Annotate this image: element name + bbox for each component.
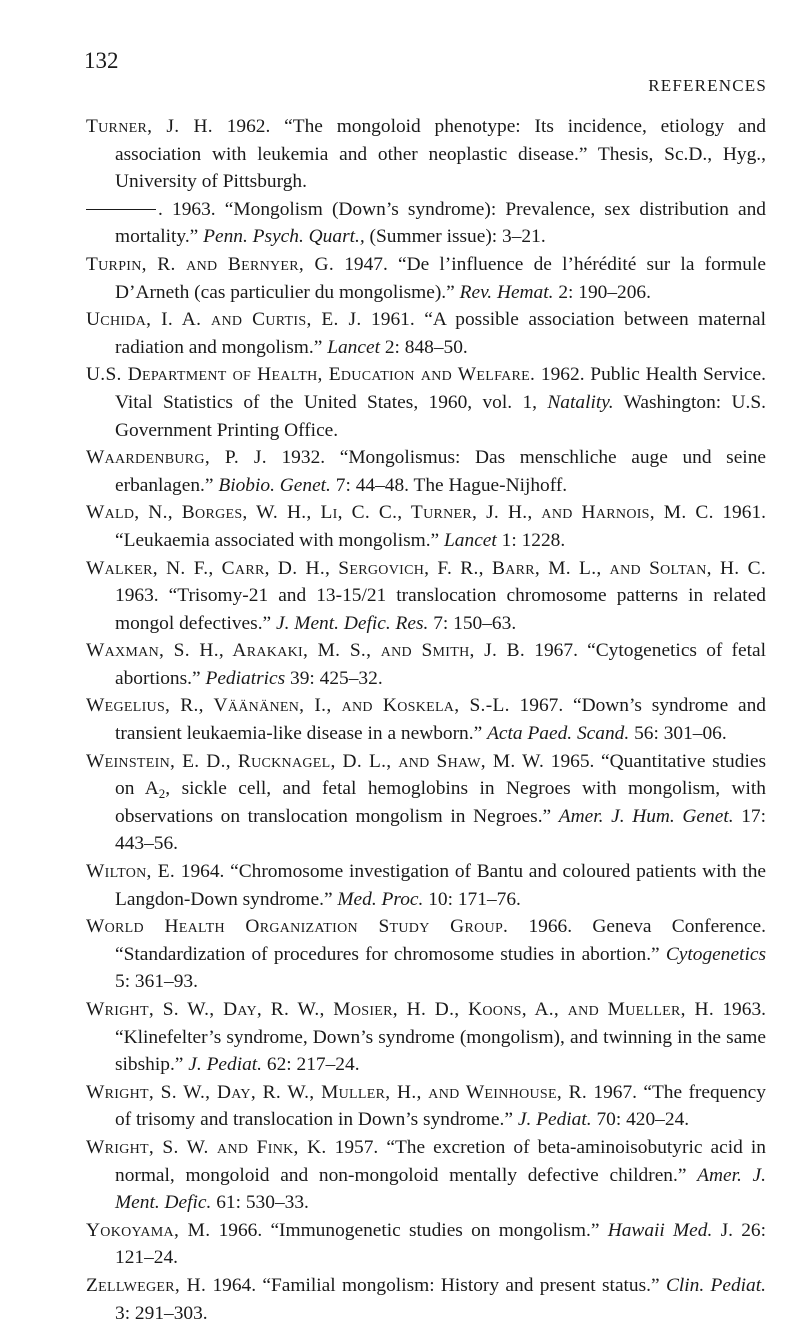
reference-text: 1967. “The frequency of trisomy and translocation in Down’s syndrome.” xyxy=(115,1081,766,1131)
reference-text: 2: 190–206. xyxy=(553,281,651,303)
reference-journal: Amer. J. Ment. Defic. xyxy=(115,1164,767,1214)
reference-text: 62: 217–24. xyxy=(262,1054,360,1076)
reference-journal: Pediatrics xyxy=(205,667,286,689)
reference-authors: Wright, S. W., Day, R. W., Mosier, H. D., Koons, A., and Mueller, H. xyxy=(86,999,714,1020)
reference-authors: Wilton, E. xyxy=(86,861,176,883)
reference-authors: Waardenburg, P. J. xyxy=(86,447,267,469)
reference-text: 1966. “Immunogenetic studies on mongolism.” xyxy=(210,1219,608,1241)
reference-entry xyxy=(86,499,766,554)
reference-text: 70: 420–24. xyxy=(591,1109,690,1131)
reference-entry xyxy=(86,858,766,913)
reference-text: 1963. “Klinefelter’s syndrome, Down’s syndrome (mongolism), and twinning in the same sibship.” xyxy=(115,999,766,1076)
reference-entry xyxy=(86,306,766,361)
reference-authors: Yokoyama, M. xyxy=(86,1219,211,1241)
reference-text: . 1963. “Mongolism (Down’s syndrome): Prevalence, sex distribution and mortality.” xyxy=(115,198,766,248)
reference-text: 61: 530–33. xyxy=(211,1192,309,1214)
reference-journal: Rev. Hemat. xyxy=(459,281,554,303)
reference-text: , sickle cell, and fetal hemoglobins in Negroes with mongolism, with observations on translocation mongolism in Negroes.” xyxy=(115,778,766,827)
reference-authors: World Health Organization Study Group. xyxy=(86,916,509,938)
reference-journal: Biobio. Genet. xyxy=(218,474,331,496)
reference-authors: Waxman, S. H., Arakaki, M. S., and Smith, J. B. xyxy=(86,640,526,662)
reference-text: 1965. “Quantitative studies on A xyxy=(115,750,766,800)
reference-text: 1932. “Mongolismus: Das menschliche auge und seine erbanlagen.” xyxy=(115,447,766,496)
reference-authors: Wright, S. W. and Fink, K. xyxy=(86,1136,327,1158)
reference-journal: Acta Paed. Scand. xyxy=(487,723,630,745)
reference-entry xyxy=(86,692,766,747)
reference-text: 1967. “Cytogenetics of fetal abortions.” xyxy=(115,640,766,689)
reference-authors: Weinstein, E. D., Rucknagel, D. L., and Shaw, M. W. xyxy=(86,750,545,772)
reference-entry xyxy=(86,1079,766,1134)
reference-journal: Med. Proc. xyxy=(337,888,424,910)
reference-authors: Wegelius, R., Väänänen, I., and Koskela, S.-L. xyxy=(86,695,510,717)
reference-journal: Amer. J. Hum. Genet. xyxy=(558,805,734,827)
reference-journal: Penn. Psych. Quart., xyxy=(203,226,365,248)
reference-journal: Clin. Pediat. xyxy=(665,1274,766,1296)
reference-list xyxy=(86,113,766,1327)
reference-text: 10: 171–76. xyxy=(423,888,521,910)
reference-authors: Turpin, R. and Bernyer, G. xyxy=(86,253,334,275)
reference-entry xyxy=(86,913,766,996)
reference-text: 1966. Geneva Conference. “Standardization of procedures for chromosome studies in abortion.” xyxy=(115,916,767,965)
reference-text: 1: 1228. xyxy=(496,529,566,551)
reference-text: 1961. “A possible association between maternal radiation and mongolism.” xyxy=(115,309,766,358)
page-header xyxy=(0,0,800,110)
reference-entry xyxy=(86,748,766,858)
reference-text: 7: 150–63. xyxy=(428,612,517,634)
reference-entry xyxy=(86,996,766,1079)
reference-text: 17: 443–56. xyxy=(115,805,766,855)
reference-entry xyxy=(86,1134,766,1217)
reference-text: 39: 425–32. xyxy=(285,667,383,689)
reference-text: 1964. “Familial mongolism: History and present status.” xyxy=(206,1274,666,1296)
reference-text: 1962. Public Health Service. Vital Statistics of the United States, 1960, vol. 1, xyxy=(115,364,766,413)
reference-entry xyxy=(86,1272,766,1327)
reference-text: 56: 301–06. xyxy=(629,723,727,745)
reference-text: 7: 44–48. The Hague-Nijhoff. xyxy=(330,474,568,496)
reference-authors: Walker, N. F., Carr, D. H., Sergovich, F. R., Barr, M. L., and Soltan, H. C. xyxy=(86,557,766,579)
reference-text: 2: 848–50. xyxy=(379,336,468,358)
reference-authors: Wright, S. W., Day, R. W., Muller, H., and Weinhouse, R. xyxy=(86,1081,588,1103)
reference-journal: Hawaii Med. xyxy=(607,1219,713,1241)
reference-authors: U.S. Department of Health, Education and Welfare. xyxy=(86,364,536,386)
reference-text: 1967. “Down’s syndrome and transient leukaemia-like disease in a newborn.” xyxy=(115,695,766,745)
reference-entry xyxy=(86,196,766,251)
reference-journal: J. Ment. Defic. Res. xyxy=(276,612,429,634)
page-number: 132 xyxy=(84,48,119,73)
reference-text: 1957. “The excretion of beta-aminoisobutyric acid in normal, mongoloid and non-mongoloid mentally defective children.” xyxy=(115,1136,766,1186)
reference-journal: Lancet xyxy=(444,529,497,551)
reference-journal: J. Pediat. xyxy=(188,1054,263,1076)
running-head: REFERENCES xyxy=(648,76,767,95)
reference-subscript: 2 xyxy=(158,786,166,802)
reference-entry xyxy=(86,251,766,306)
reference-text: 1963. “Trisomy-21 and 13-15/21 translocation chromosome patterns in related mongol defectives.” xyxy=(115,585,766,634)
reference-text: 1947. “De l’influence de l’hérédité sur la formule D’Arneth (cas particulier du mongolisme).” xyxy=(115,253,766,303)
reference-authors: Zellweger, H. xyxy=(86,1274,207,1296)
reference-authors: Uchida, I. A. and Curtis, E. J. xyxy=(86,309,362,331)
reference-journal: Cytogenetics xyxy=(665,943,766,965)
reference-entry xyxy=(86,1217,766,1272)
reference-text: J. 26: 121–24. xyxy=(115,1219,766,1269)
reference-entry xyxy=(86,637,766,692)
reference-entry xyxy=(86,361,766,444)
reference-entry xyxy=(86,444,766,499)
reference-journal: Lancet xyxy=(327,336,380,358)
reference-text: 1964. “Chromosome investigation of Bantu and coloured patients with the Langdon-Down syndrome.” xyxy=(115,861,767,910)
reference-text: Washington: U.S. Government Printing Office. xyxy=(115,391,766,441)
reference-authors: Turner, J. H. xyxy=(86,116,213,137)
reference-text: 1961. “Leukaemia associated with mongolism.” xyxy=(115,502,766,551)
ditto-dash xyxy=(86,209,156,210)
reference-entry xyxy=(86,113,766,196)
reference-journal: Natality. xyxy=(547,391,614,413)
reference-text: 3: 291–303. xyxy=(115,1302,208,1324)
reference-journal: J. Pediat. xyxy=(517,1109,592,1131)
reference-entry xyxy=(86,555,766,638)
reference-authors: Wald, N., Borges, W. H., Li, C. C., Turner, J. H., and Harnois, M. C. xyxy=(86,502,714,524)
reference-text: 5: 361–93. xyxy=(115,971,198,993)
reference-text: (Summer issue): 3–21. xyxy=(364,226,546,248)
reference-text: 1962. “The mongoloid phenotype: Its incidence, etiology and association with leukemia and other neoplastic disease.” Thesis, Sc.D., Hyg., University of Pittsburgh. xyxy=(115,116,766,193)
